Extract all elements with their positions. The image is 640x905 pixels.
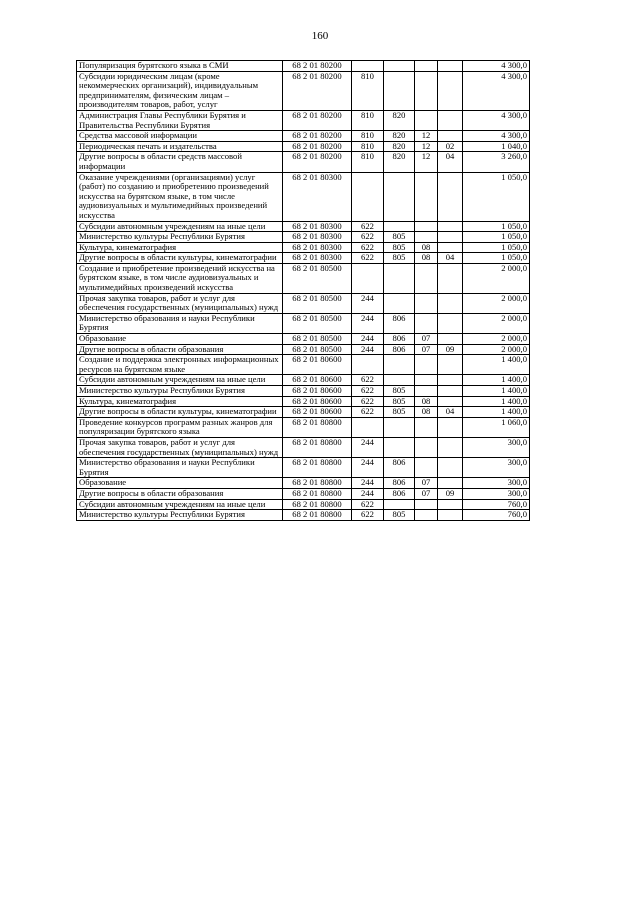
row-section-cell: 08	[415, 253, 438, 264]
table-row	[77, 334, 530, 345]
row-subsection-cell	[438, 386, 463, 397]
table-row	[77, 221, 530, 232]
row-subsection-cell: 09	[438, 488, 463, 499]
row-name-cell: Оказание учреждениями (организациями) услуг (работ) по созданию и приобретению произведений искусства на бурятском языке, в том числе аудиовизуальных и мультимедийных произведений искусства	[77, 172, 283, 221]
row-code-cell: 68 2 01 80500	[283, 344, 352, 355]
row-name-cell: Периодическая печать и издательства	[77, 141, 283, 152]
table-row	[77, 242, 530, 253]
row-expense-type-cell	[352, 355, 384, 375]
row-ministry-code-cell: 806	[384, 478, 415, 489]
row-code-cell: 68 2 01 80300	[283, 221, 352, 232]
row-name-cell: Субсидии юридическим лицам (кроме некоммерческих организаций), индивидуальным предпринимателям, физическим лицам – производителям товаров, работ, услуг	[77, 71, 283, 110]
row-name-cell: Проведение конкурсов программ разных жанров для популяризации бурятского языка	[77, 417, 283, 437]
row-subsection-cell	[438, 437, 463, 457]
row-expense-type-cell	[352, 61, 384, 72]
row-amount-cell: 4 300,0	[463, 131, 530, 142]
row-name-cell: Средства массовой информации	[77, 131, 283, 142]
row-subsection-cell	[438, 172, 463, 221]
row-section-cell	[415, 355, 438, 375]
row-subsection-cell	[438, 110, 463, 130]
row-amount-cell: 1 050,0	[463, 232, 530, 243]
row-ministry-code-cell: 805	[384, 253, 415, 264]
row-ministry-code-cell: 806	[384, 488, 415, 499]
row-subsection-cell	[438, 313, 463, 333]
row-amount-cell: 300,0	[463, 458, 530, 478]
row-subsection-cell: 04	[438, 407, 463, 418]
row-subsection-cell	[438, 355, 463, 375]
table-row	[77, 131, 530, 142]
table-row	[77, 478, 530, 489]
budget-table	[76, 60, 530, 521]
row-section-cell	[415, 232, 438, 243]
row-name-cell: Другие вопросы в области образования	[77, 488, 283, 499]
table-row	[77, 172, 530, 221]
row-code-cell: 68 2 01 80300	[283, 172, 352, 221]
row-code-cell: 68 2 01 80500	[283, 334, 352, 345]
row-amount-cell: 1 400,0	[463, 396, 530, 407]
row-ministry-code-cell: 805	[384, 396, 415, 407]
row-name-cell: Создание и приобретение произведений искусства на бурятском языке, в том числе аудиовизуальных и мультимедийных произведений искусства	[77, 263, 283, 293]
row-name-cell: Министерство образования и науки Республики Бурятия	[77, 313, 283, 333]
row-subsection-cell	[438, 293, 463, 313]
row-expense-type-cell: 622	[352, 221, 384, 232]
row-subsection-cell: 04	[438, 152, 463, 172]
table-row	[77, 458, 530, 478]
table-row	[77, 152, 530, 172]
row-section-cell	[415, 71, 438, 110]
row-ministry-code-cell	[384, 355, 415, 375]
row-section-cell	[415, 313, 438, 333]
row-code-cell: 68 2 01 80200	[283, 61, 352, 72]
row-name-cell: Министерство образования и науки Республики Бурятия	[77, 458, 283, 478]
row-code-cell: 68 2 01 80500	[283, 263, 352, 293]
row-amount-cell: 2 000,0	[463, 293, 530, 313]
row-name-cell: Культура, кинематография	[77, 396, 283, 407]
row-amount-cell: 1 050,0	[463, 221, 530, 232]
row-ministry-code-cell: 806	[384, 334, 415, 345]
row-expense-type-cell: 622	[352, 510, 384, 521]
row-amount-cell: 1 400,0	[463, 355, 530, 375]
row-name-cell: Другие вопросы в области культуры, кинематографии	[77, 407, 283, 418]
row-ministry-code-cell	[384, 61, 415, 72]
row-section-cell: 08	[415, 407, 438, 418]
row-expense-type-cell: 622	[352, 396, 384, 407]
table-row	[77, 344, 530, 355]
row-name-cell: Культура, кинематография	[77, 242, 283, 253]
row-section-cell	[415, 458, 438, 478]
row-section-cell: 08	[415, 396, 438, 407]
row-name-cell: Популяризация бурятского языка в СМИ	[77, 61, 283, 72]
row-name-cell: Субсидии автономным учреждениям на иные цели	[77, 221, 283, 232]
row-amount-cell: 1 060,0	[463, 417, 530, 437]
row-subsection-cell: 09	[438, 344, 463, 355]
row-expense-type-cell: 244	[352, 437, 384, 457]
row-section-cell: 07	[415, 478, 438, 489]
row-subsection-cell	[438, 131, 463, 142]
row-subsection-cell	[438, 417, 463, 437]
row-section-cell	[415, 172, 438, 221]
row-subsection-cell: 02	[438, 141, 463, 152]
table-row	[77, 437, 530, 457]
row-name-cell: Прочая закупка товаров, работ и услуг для обеспечения государственных (муниципальных) нужд	[77, 437, 283, 457]
row-code-cell: 68 2 01 80600	[283, 396, 352, 407]
table-row	[77, 293, 530, 313]
table-row	[77, 313, 530, 333]
row-expense-type-cell: 622	[352, 375, 384, 386]
budget-table-body	[77, 61, 530, 521]
row-expense-type-cell: 622	[352, 499, 384, 510]
row-section-cell: 12	[415, 141, 438, 152]
row-ministry-code-cell	[384, 221, 415, 232]
row-amount-cell: 1 400,0	[463, 386, 530, 397]
row-subsection-cell: 04	[438, 253, 463, 264]
row-expense-type-cell: 622	[352, 242, 384, 253]
row-section-cell	[415, 293, 438, 313]
table-row	[77, 488, 530, 499]
row-name-cell: Другие вопросы в области культуры, кинематографии	[77, 253, 283, 264]
row-code-cell: 68 2 01 80600	[283, 375, 352, 386]
row-ministry-code-cell	[384, 293, 415, 313]
row-section-cell	[415, 499, 438, 510]
table-row	[77, 386, 530, 397]
row-ministry-code-cell: 806	[384, 313, 415, 333]
row-name-cell: Прочая закупка товаров, работ и услуг для обеспечения государственных (муниципальных) нужд	[77, 293, 283, 313]
row-code-cell: 68 2 01 80300	[283, 253, 352, 264]
row-expense-type-cell: 622	[352, 253, 384, 264]
row-name-cell: Субсидии автономным учреждениям на иные цели	[77, 499, 283, 510]
row-expense-type-cell: 622	[352, 232, 384, 243]
row-code-cell: 68 2 01 80300	[283, 242, 352, 253]
row-section-cell	[415, 110, 438, 130]
table-row	[77, 407, 530, 418]
table-row	[77, 110, 530, 130]
row-amount-cell: 1 040,0	[463, 141, 530, 152]
row-expense-type-cell: 244	[352, 293, 384, 313]
row-subsection-cell	[438, 61, 463, 72]
row-expense-type-cell: 622	[352, 407, 384, 418]
table-row	[77, 61, 530, 72]
row-section-cell	[415, 437, 438, 457]
row-code-cell: 68 2 01 80500	[283, 293, 352, 313]
row-expense-type-cell: 244	[352, 488, 384, 499]
row-subsection-cell	[438, 221, 463, 232]
row-subsection-cell	[438, 334, 463, 345]
row-code-cell: 68 2 01 80200	[283, 131, 352, 142]
row-section-cell	[415, 386, 438, 397]
page-number: 160	[311, 30, 329, 42]
row-section-cell: 07	[415, 488, 438, 499]
row-subsection-cell	[438, 458, 463, 478]
row-amount-cell: 2 000,0	[463, 334, 530, 345]
row-section-cell	[415, 61, 438, 72]
row-subsection-cell	[438, 263, 463, 293]
row-subsection-cell	[438, 232, 463, 243]
row-name-cell: Администрация Главы Республики Бурятия и Правительства Республики Бурятия	[77, 110, 283, 130]
row-subsection-cell	[438, 478, 463, 489]
row-name-cell: Министерство культуры Республики Бурятия	[77, 386, 283, 397]
row-section-cell: 12	[415, 152, 438, 172]
row-expense-type-cell: 244	[352, 334, 384, 345]
row-section-cell	[415, 417, 438, 437]
row-amount-cell: 1 050,0	[463, 242, 530, 253]
row-section-cell	[415, 221, 438, 232]
row-amount-cell: 760,0	[463, 499, 530, 510]
row-name-cell: Субсидии автономным учреждениям на иные цели	[77, 375, 283, 386]
row-expense-type-cell: 244	[352, 344, 384, 355]
row-ministry-code-cell: 805	[384, 242, 415, 253]
row-amount-cell: 4 300,0	[463, 71, 530, 110]
table-row	[77, 499, 530, 510]
row-ministry-code-cell: 820	[384, 110, 415, 130]
row-code-cell: 68 2 01 80600	[283, 355, 352, 375]
table-row	[77, 396, 530, 407]
row-ministry-code-cell	[384, 172, 415, 221]
row-section-cell: 12	[415, 131, 438, 142]
row-section-cell: 07	[415, 344, 438, 355]
row-ministry-code-cell: 820	[384, 152, 415, 172]
table-row	[77, 263, 530, 293]
row-ministry-code-cell: 805	[384, 407, 415, 418]
row-code-cell: 68 2 01 80800	[283, 458, 352, 478]
row-expense-type-cell: 244	[352, 458, 384, 478]
row-code-cell: 68 2 01 80200	[283, 71, 352, 110]
row-ministry-code-cell	[384, 263, 415, 293]
row-amount-cell: 4 300,0	[463, 110, 530, 130]
row-expense-type-cell: 810	[352, 131, 384, 142]
row-code-cell: 68 2 01 80500	[283, 313, 352, 333]
table-row	[77, 232, 530, 243]
row-code-cell: 68 2 01 80800	[283, 510, 352, 521]
row-amount-cell: 760,0	[463, 510, 530, 521]
table-row	[77, 253, 530, 264]
row-ministry-code-cell: 805	[384, 386, 415, 397]
row-subsection-cell	[438, 396, 463, 407]
row-ministry-code-cell: 820	[384, 141, 415, 152]
row-code-cell: 68 2 01 80600	[283, 407, 352, 418]
row-amount-cell: 1 400,0	[463, 407, 530, 418]
row-name-cell: Образование	[77, 334, 283, 345]
row-ministry-code-cell: 806	[384, 344, 415, 355]
row-expense-type-cell: 810	[352, 71, 384, 110]
row-expense-type-cell: 810	[352, 110, 384, 130]
row-expense-type-cell: 244	[352, 313, 384, 333]
row-expense-type-cell	[352, 172, 384, 221]
row-amount-cell: 300,0	[463, 478, 530, 489]
row-section-cell: 08	[415, 242, 438, 253]
row-section-cell	[415, 375, 438, 386]
row-name-cell: Другие вопросы в области образования	[77, 344, 283, 355]
row-code-cell: 68 2 01 80800	[283, 437, 352, 457]
row-expense-type-cell: 810	[352, 152, 384, 172]
row-expense-type-cell	[352, 417, 384, 437]
row-ministry-code-cell: 805	[384, 232, 415, 243]
row-ministry-code-cell	[384, 437, 415, 457]
row-code-cell: 68 2 01 80800	[283, 417, 352, 437]
row-name-cell: Создание и поддержка электронных информационных ресурсов на бурятском языке	[77, 355, 283, 375]
row-subsection-cell	[438, 499, 463, 510]
row-amount-cell: 1 050,0	[463, 253, 530, 264]
row-amount-cell: 4 300,0	[463, 61, 530, 72]
row-subsection-cell	[438, 375, 463, 386]
table-row	[77, 141, 530, 152]
row-subsection-cell	[438, 71, 463, 110]
row-ministry-code-cell	[384, 499, 415, 510]
row-expense-type-cell: 810	[352, 141, 384, 152]
row-name-cell: Образование	[77, 478, 283, 489]
row-expense-type-cell: 622	[352, 386, 384, 397]
row-amount-cell: 3 260,0	[463, 152, 530, 172]
row-ministry-code-cell: 805	[384, 510, 415, 521]
row-code-cell: 68 2 01 80800	[283, 488, 352, 499]
row-amount-cell: 1 400,0	[463, 375, 530, 386]
row-amount-cell: 2 000,0	[463, 344, 530, 355]
row-amount-cell: 2 000,0	[463, 313, 530, 333]
table-row	[77, 71, 530, 110]
row-section-cell	[415, 510, 438, 521]
row-subsection-cell	[438, 242, 463, 253]
row-expense-type-cell	[352, 263, 384, 293]
row-code-cell: 68 2 01 80300	[283, 232, 352, 243]
row-code-cell: 68 2 01 80200	[283, 152, 352, 172]
row-name-cell: Министерство культуры Республики Бурятия	[77, 510, 283, 521]
table-row	[77, 375, 530, 386]
row-name-cell: Другие вопросы в области средств массовой информации	[77, 152, 283, 172]
row-code-cell: 68 2 01 80800	[283, 478, 352, 489]
row-name-cell: Министерство культуры Республики Бурятия	[77, 232, 283, 243]
row-subsection-cell	[438, 510, 463, 521]
row-code-cell: 68 2 01 80200	[283, 110, 352, 130]
row-ministry-code-cell	[384, 71, 415, 110]
row-ministry-code-cell	[384, 417, 415, 437]
table-row	[77, 510, 530, 521]
row-expense-type-cell: 244	[352, 478, 384, 489]
row-section-cell: 07	[415, 334, 438, 345]
row-ministry-code-cell	[384, 375, 415, 386]
row-amount-cell: 300,0	[463, 488, 530, 499]
row-amount-cell: 300,0	[463, 437, 530, 457]
row-ministry-code-cell: 806	[384, 458, 415, 478]
row-ministry-code-cell: 820	[384, 131, 415, 142]
row-code-cell: 68 2 01 80800	[283, 499, 352, 510]
row-amount-cell: 1 050,0	[463, 172, 530, 221]
table-row	[77, 355, 530, 375]
row-code-cell: 68 2 01 80600	[283, 386, 352, 397]
row-amount-cell: 2 000,0	[463, 263, 530, 293]
table-row	[77, 417, 530, 437]
row-section-cell	[415, 263, 438, 293]
row-code-cell: 68 2 01 80200	[283, 141, 352, 152]
